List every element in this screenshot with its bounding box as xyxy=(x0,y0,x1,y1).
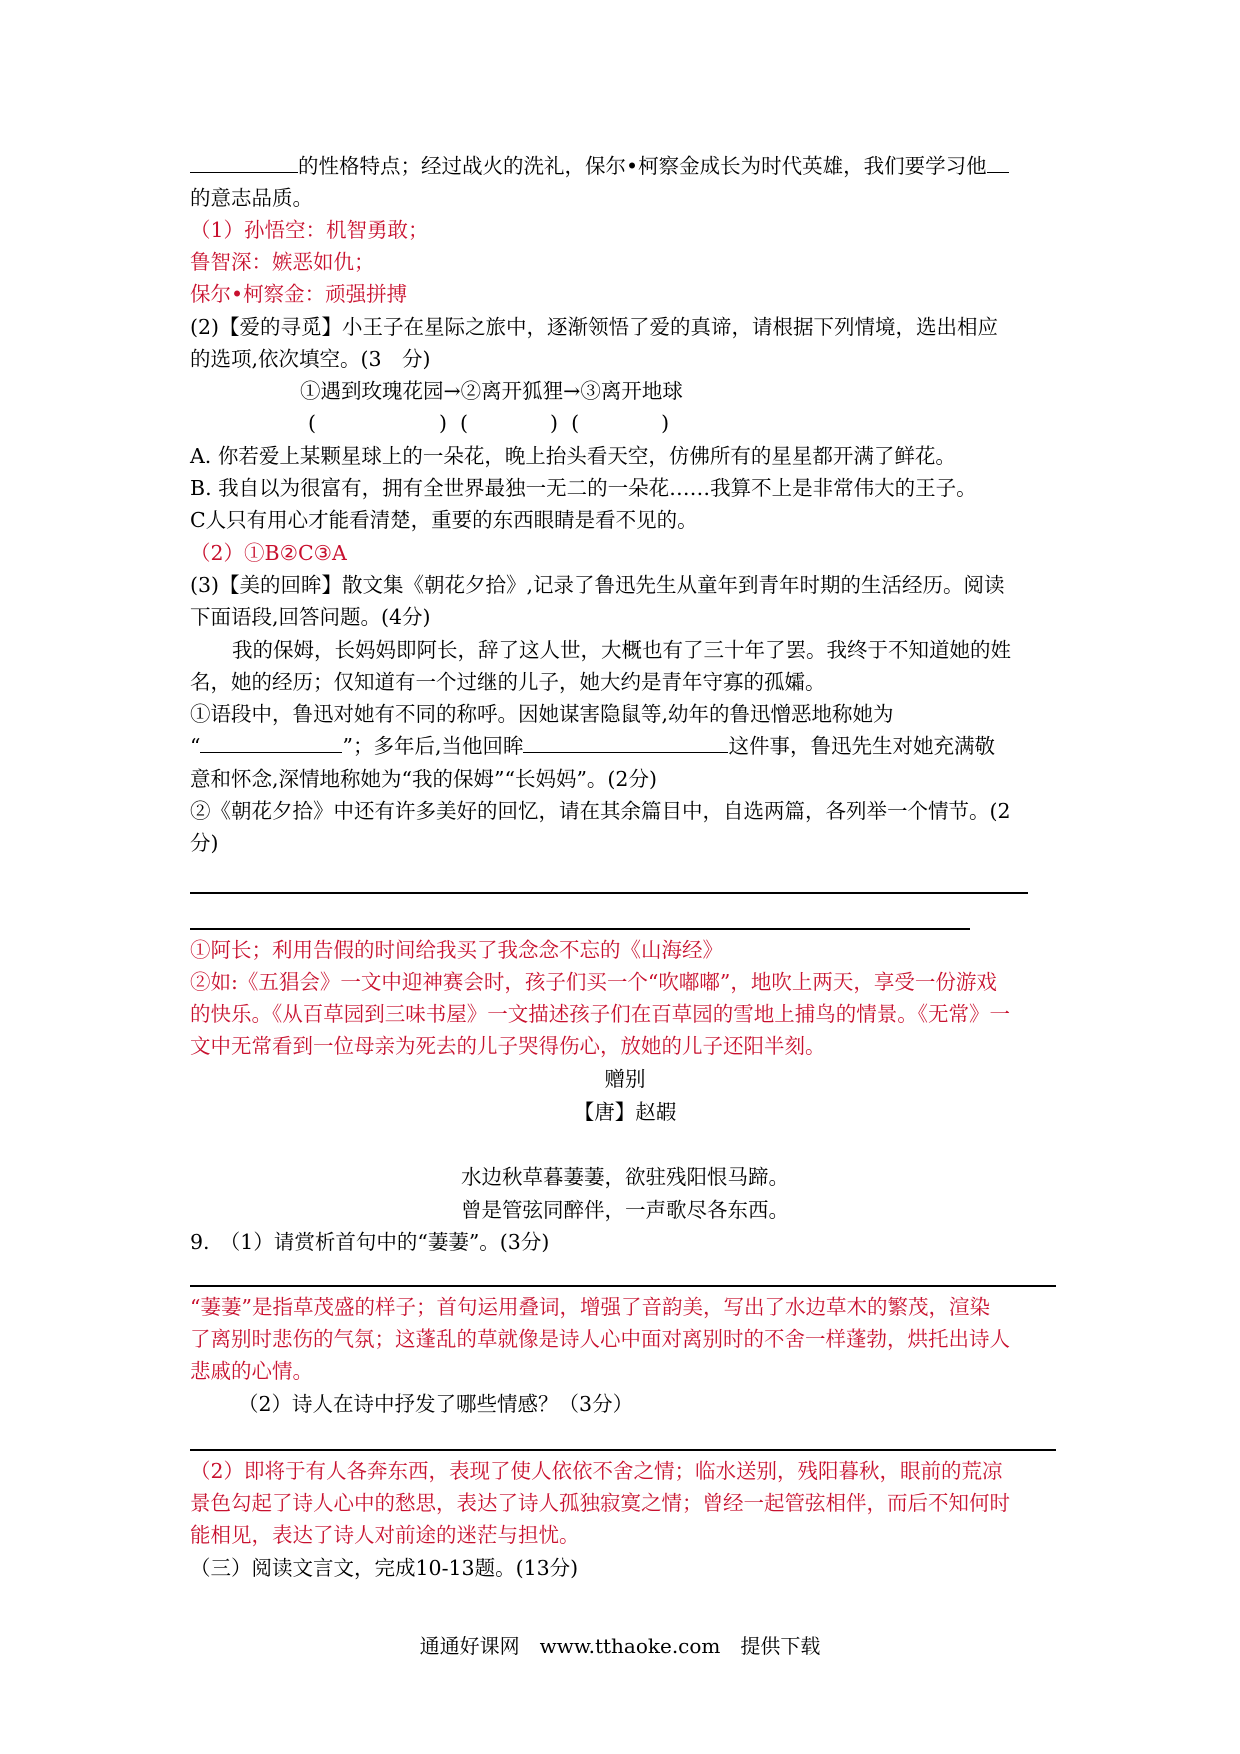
q2-sequence: ①遇到玫瑰花园→②离开狐狸→③离开地球 xyxy=(300,379,683,403)
answer-rule xyxy=(190,892,1028,894)
q3-line2: 下面语段,回答问题。(4分) xyxy=(190,605,431,629)
section-heading: （三）阅读文言文，完成10-13题。(13分) xyxy=(190,1556,579,1580)
passage-line: 我的保姆，长妈妈即阿长，辞了这人世，大概也有了三十年了罢。我终于不知道她的姓 xyxy=(232,638,1011,662)
answer-blank xyxy=(987,150,1009,173)
answer-line: 鲁智深：嫉恶如仇； xyxy=(190,250,375,274)
answer-blank xyxy=(190,150,298,173)
answer-line: “萋萋”是指草茂盛的样子；首句运用叠词，增强了音韵美，写出了水边草木的繁茂，渲染 xyxy=(190,1295,990,1319)
answer-rule xyxy=(190,1285,1056,1287)
paren-blank: ( ) xyxy=(571,411,670,435)
q3-sub2-line2: 分) xyxy=(190,831,219,855)
answer-line: （2）即将于有人各奔东西，表现了使人依依不舍之情；临水送别，残阳暮秋，眼前的荒凉 xyxy=(190,1459,1003,1483)
page-footer: 通通好课网 www.tthaoke.com 提供下载 xyxy=(419,1634,821,1658)
answer-line: 的快乐。《从百草园到三味书屋》一文描述孩子们在百草园的雪地上捕鸟的情景。《无常》一 xyxy=(190,1002,1010,1026)
answer-line: 景色勾起了诗人心中的愁思，表达了诗人孤独寂寞之情；曾经一起管弦相伴，而后不知何时 xyxy=(190,1491,1010,1515)
q3-line1: (3)【美的回眸】散文集《朝花夕拾》,记录了鲁迅先生从童年到青年时期的生活经历。阅读 xyxy=(190,573,1005,597)
poem-author: 【唐】赵嘏 xyxy=(573,1100,677,1124)
poem-title: 赠别 xyxy=(604,1067,646,1091)
answer-line: 了离别时悲伤的气氛；这蓬乱的草就像是诗人心中面对离别时的不舍一样蓬勃，烘托出诗人 xyxy=(190,1327,1010,1351)
answer-blank xyxy=(200,730,342,753)
poem-line: 曾是管弦同醉伴，一声歌尽各东西。 xyxy=(461,1198,789,1222)
q2-line2: 的选项,依次填空。(3 分) xyxy=(190,347,431,371)
answer-line: （2）①B②C③A xyxy=(190,541,347,565)
q9-sub1: 9. （1）请赏析首句中的“萋萋”。(3分) xyxy=(190,1230,550,1254)
answer-blank xyxy=(523,730,728,753)
q8-line2: 的意志品质。 xyxy=(190,186,313,210)
answer-line: 悲戚的心情。 xyxy=(190,1359,313,1383)
option-c: C人只有用心才能看清楚，重要的东西眼睛是看不见的。 xyxy=(190,508,698,532)
option-b: B. 我自以为很富有，拥有全世界最独一无二的一朵花……我算不上是非常伟大的王子。 xyxy=(190,476,977,500)
q3-sub1-line1: ①语段中，鲁迅对她有不同的称呼。因她谋害隐鼠等,幼年的鲁迅憎恶地称她为 xyxy=(190,702,894,726)
q3-sub2-line1: ②《朝花夕拾》中还有许多美好的回忆，请在其余篇目中，自选两篇，各列举一个情节。(2 xyxy=(190,799,1011,823)
answer-rule xyxy=(190,1449,1056,1451)
answer-rule xyxy=(190,928,970,930)
option-a: A. 你若爱上某颗星球上的一朵花，晚上抬头看天空，仿佛所有的星星都开满了鲜花。 xyxy=(190,444,956,468)
poem-line: 水边秋草暮萋萋，欲驻残阳恨马蹄。 xyxy=(461,1165,789,1189)
paren-blank: ( ) xyxy=(308,411,447,435)
q2-line1: (2)【爱的寻觅】小王子在星际之旅中，逐渐领悟了爱的真谛，请根据下列情境，选出相应 xyxy=(190,315,999,339)
answer-line: （1）孙悟空：机智勇敢； xyxy=(190,218,429,242)
q2-parens xyxy=(308,407,808,439)
q9-sub2: （2）诗人在诗中抒发了哪些情感？（3分） xyxy=(238,1392,634,1416)
q8-line1: 的性格特点；经过战火的洗礼，保尔•柯察金成长为时代英雄，我们要学习他 xyxy=(190,150,1060,182)
q3-sub1-line3: 意和怀念,深情地称她为“我的保姆”“长妈妈”。(2分) xyxy=(190,767,657,791)
answer-line: ②如:《五猖会》一文中迎神赛会时，孩子们买一个“吹嘟嘟”，地吹上两天，享受一份游戏 xyxy=(190,970,997,994)
passage-line: 名，她的经历；仅知道有一个过继的儿子，她大约是青年守寡的孤孀。 xyxy=(190,670,826,694)
answer-line: 能相见，表达了诗人对前途的迷茫与担忧。 xyxy=(190,1523,580,1547)
answer-line: ①阿长；利用告假的时间给我买了我念念不忘的《山海经》 xyxy=(190,938,723,962)
paren-blank: ( ) xyxy=(460,411,559,435)
q3-sub1-line2: “ ”；多年后,当他回眸 这件事，鲁迅先生对她充满敬 xyxy=(190,730,1060,762)
answer-line: 保尔•柯察金：顽强拼搏 xyxy=(190,282,408,306)
answer-line: 文中无常看到一位母亲为死去的儿子哭得伤心，放她的儿子还阳半刻。 xyxy=(190,1034,826,1058)
